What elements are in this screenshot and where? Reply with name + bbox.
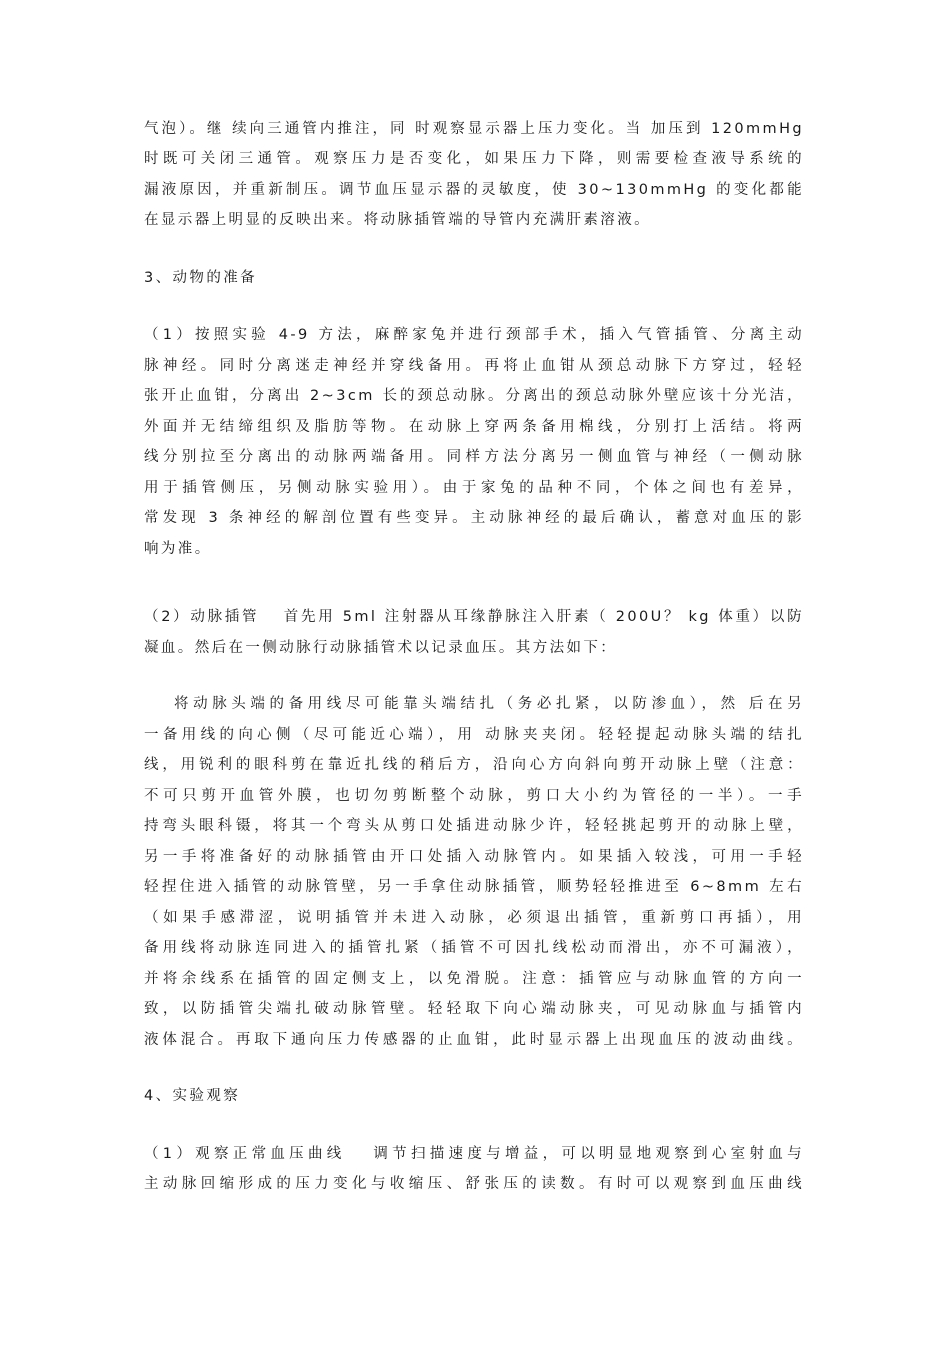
text-line: 备用线将动脉连同进入的插管扎紧（插管不可因扎线松动而滑出，亦不可漏液）， xyxy=(144,940,804,956)
text-line: （如果手感滞涩，说明插管并未进入动脉，必须退出插管，重新剪口再插），用 xyxy=(144,910,804,926)
text-line: 另一手将准备好的动脉插管由开口处插入动脉管内。如果插入较浅，可用一手轻 xyxy=(144,849,804,865)
text-line: （1）按照实验 4-9 方法，麻醉家兔并进行颈部手术，插入气管插管、分离主动 xyxy=(144,327,804,343)
section-heading: 4、实验观察 xyxy=(144,1088,241,1104)
text-line: 时既可关闭三通管。观察压力是否变化，如果压力下降，则需要检查液导系统的 xyxy=(144,151,804,167)
text-line: 轻捏住进入插管的动脉管壁，另一手拿住动脉插管，顺势轻轻推进至 6~8mm 左右 xyxy=(144,879,804,895)
text-line: （1）观察正常血压曲线 调节扫描速度与增益，可以明显地观察到心室射血与 xyxy=(144,1146,804,1162)
text-line: 凝血。然后在一侧动脉行动脉插管术以记录血压。其方法如下： xyxy=(144,640,618,656)
text-line: 外面并无结缔组织及脂肪等物。在动脉上穿两条备用棉线，分别打上活结。将两 xyxy=(144,419,804,435)
text-line: 线分别拉至分离出的动脉两端备用。同样方法分离另一侧血管与神经（一侧动脉 xyxy=(144,449,804,465)
text-line: 脉神经。同时分离迷走神经并穿线备用。再将止血钳从颈总动脉下方穿过，轻轻 xyxy=(144,358,804,374)
text-line: 用于插管侧压，另侧动脉实验用）。由于家兔的品种不同，个体之间也有差异， xyxy=(144,480,804,496)
text-line: 液体混合。再取下通向压力传感器的止血钳，此时显示器上出现血压的波动曲线。 xyxy=(144,1032,804,1048)
text-line: 并将余线系在插管的固定侧支上，以免滑脱。注意：插管应与动脉血管的方向一 xyxy=(144,971,804,987)
text-line: 张开止血钳，分离出 2~3cm 长的颈总动脉。分离出的颈总动脉外壁应该十分光洁， xyxy=(144,388,804,404)
text-line: 不可只剪开血管外膜，也切勿剪断整个动脉，剪口大小约为管径的一半）。一手 xyxy=(144,788,804,804)
text-line: 常发现 3 条神经的解剖位置有些变异。主动脉神经的最后确认，蓄意对血压的影 xyxy=(144,510,804,526)
text-line: 将动脉头端的备用线尽可能靠头端结扎（务必扎紧，以防渗血），然 后在另 xyxy=(174,696,804,712)
text-line: 在显示器上明显的反映出来。将动脉插管端的导管内充满肝素溶液。 xyxy=(144,212,651,228)
text-line: 一备用线的向心侧（尽可能近心端），用 动脉夹夹闭。轻轻提起动脉头端的结扎 xyxy=(144,727,804,743)
text-line: 漏液原因，并重新制压。调节血压显示器的灵敏度，使 30~130mmHg 的变化都能 xyxy=(144,182,804,198)
text-line: （2）动脉插管 首先用 5ml 注射器从耳缘静脉注入肝素（ 200U？ kg 体重）以防 xyxy=(144,609,804,625)
text-line: 响为准。 xyxy=(144,541,212,557)
section-heading: 3、动物的准备 xyxy=(144,270,258,286)
text-line: 主动脉回缩形成的压力变化与收缩压、舒张压的读数。有时可以观察到血压曲线 xyxy=(144,1176,804,1192)
text-line: 致，以防插管尖端扎破动脉管壁。轻轻取下向心端动脉夹，可见动脉血与插管内 xyxy=(144,1001,804,1017)
text-line: 持弯头眼科镊，将其一个弯头从剪口处插进动脉少许，轻轻挑起剪开的动脉上壁， xyxy=(144,818,804,834)
text-line: 线，用锐利的眼科剪在靠近扎线的稍后方，沿向心方向斜向剪开动脉上壁（注意： xyxy=(144,757,804,773)
text-line: 气泡）。继 续向三通管内推注，同 时观察显示器上压力变化。当 加压到 120mmHg xyxy=(144,121,804,137)
